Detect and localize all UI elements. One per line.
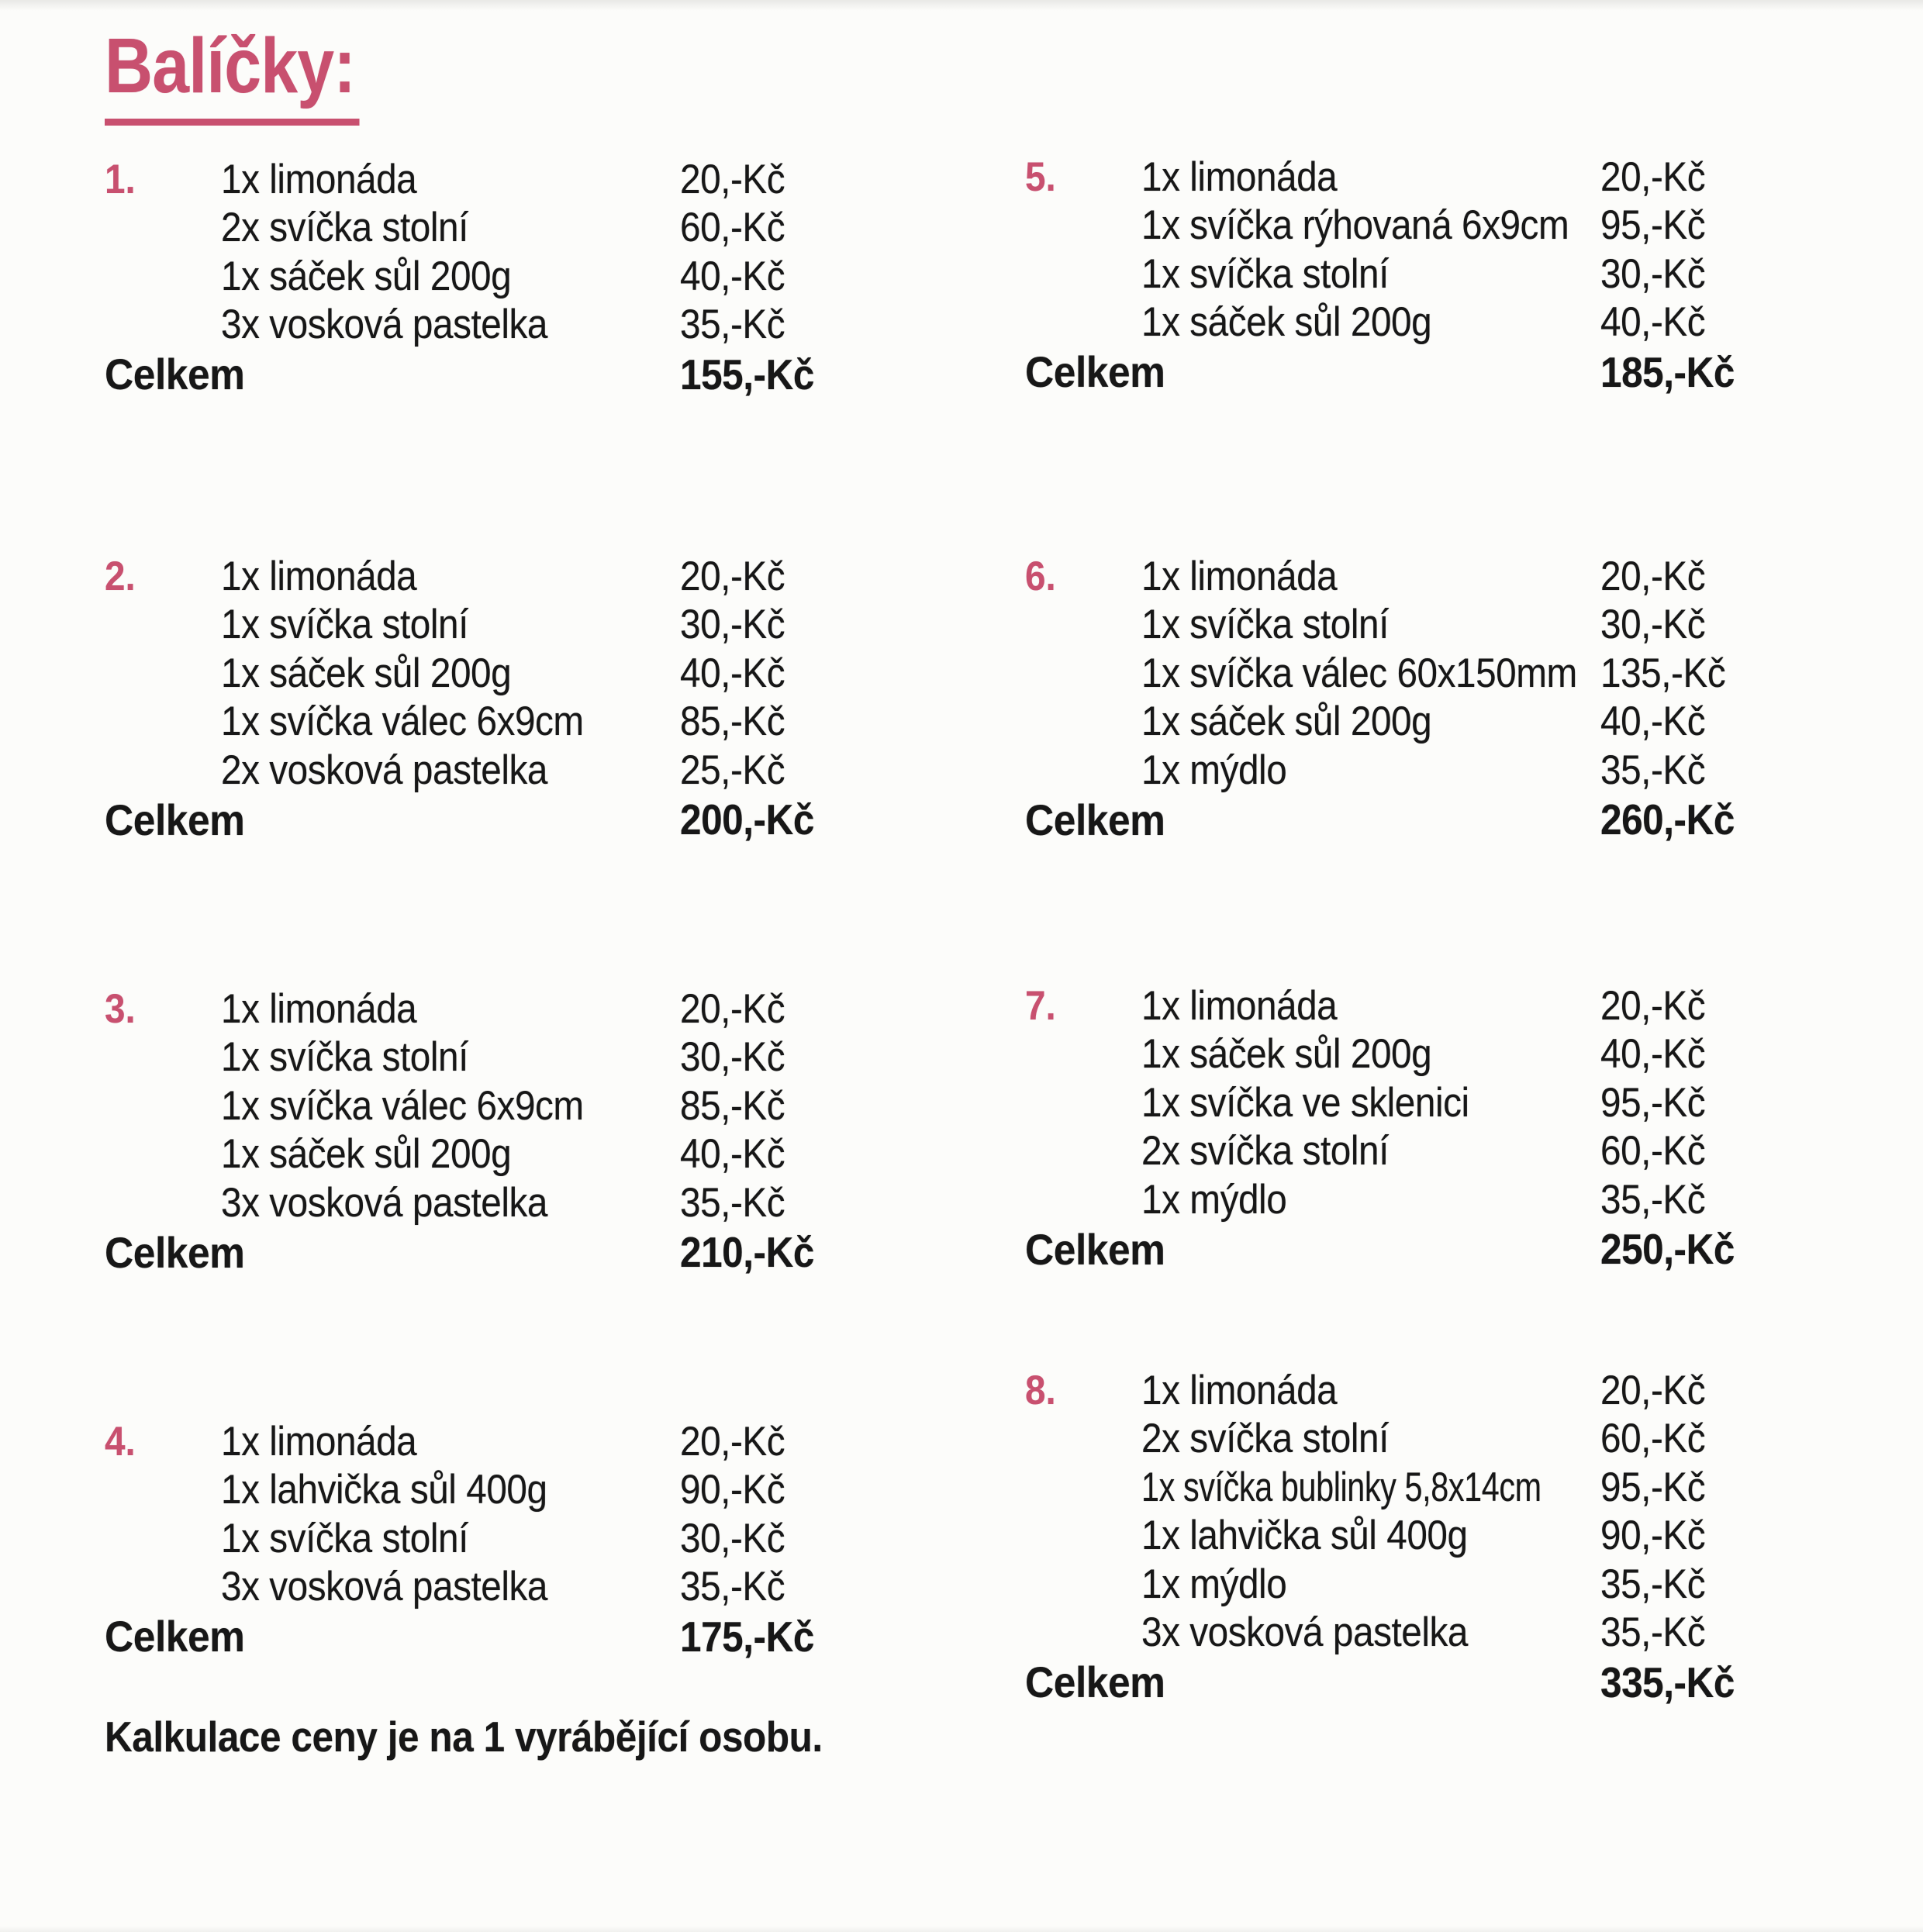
item-price: 90,-Kč [1600,1513,1706,1559]
package-item-row [105,1514,829,1563]
item-price: 30,-Kč [680,602,785,648]
total-label: Celkem [105,350,245,398]
item-label: 1x limonáda [221,1418,417,1465]
package-rows [1025,1366,1749,1706]
item-price: 35,-Kč [1600,1609,1706,1656]
item-label: 3x vosková pastelka [221,1564,547,1610]
item-price: 20,-Kč [680,156,785,202]
package-block [1025,1366,1749,1706]
package-item-row [105,601,829,650]
item-label: 1x lahvička sůl 400g [221,1467,547,1513]
package-total-row [105,349,829,398]
item-price: 85,-Kč [680,1082,785,1129]
package-rows [1025,982,1749,1272]
item-price: 30,-Kč [680,1034,785,1081]
item-price: 60,-Kč [1600,1128,1706,1175]
item-label: 1x svíčka válec 6x9cm [221,1082,584,1129]
item-price: 40,-Kč [1600,1031,1706,1078]
package-total-row [1025,347,1749,395]
scan-artifact-bottom-edge [0,1926,1923,1932]
package-number: 5. [1025,154,1056,200]
package-item-row [1025,746,1749,795]
package-item-row [105,1417,829,1466]
package-item-row [1025,1030,1749,1079]
item-label: 2x svíčka stolní [1141,1416,1389,1462]
price-note: Kalkulace ceny je na 1 vyrábějící osobu. [105,1713,823,1761]
item-label: 1x svíčka válec 6x9cm [221,699,584,745]
item-label: 2x vosková pastelka [221,747,547,793]
package-block [1025,982,1749,1272]
package-block [1025,153,1749,395]
package-item-row [1025,1415,1749,1464]
item-label: 2x svíčka stolní [221,205,468,251]
item-price: 20,-Kč [1600,1367,1706,1413]
package-number: 7. [1025,982,1056,1029]
package-total-row [1025,1224,1749,1273]
package-item-row [1025,1127,1749,1176]
item-price: 35,-Kč [1600,747,1706,793]
item-label: 3x vosková pastelka [221,1179,547,1226]
item-price: 20,-Kč [680,985,785,1032]
item-label: 1x lahvička sůl 400g [1141,1513,1468,1559]
item-price: 20,-Kč [680,553,785,599]
item-price: 40,-Kč [680,1131,785,1178]
package-item-row [1025,1175,1749,1224]
item-label: 1x sáček sůl 200g [1141,1031,1432,1078]
package-number: 8. [1025,1367,1056,1413]
package-item-row [1025,601,1749,650]
package-item-row [105,301,829,350]
item-price: 35,-Kč [680,302,785,348]
item-price: 35,-Kč [680,1179,785,1226]
item-label: 2x svíčka stolní [1141,1128,1389,1175]
package-item-row [105,204,829,253]
item-label: 1x svíčka stolní [221,1034,468,1081]
item-price: 30,-Kč [680,1515,785,1561]
scan-artifact-top-edge [0,0,1923,11]
item-label: 1x svíčka rýhovaná 6x9cm [1141,202,1569,249]
total-label: Celkem [1025,795,1165,844]
package-rows [105,552,829,843]
package-item-row [1025,153,1749,202]
package-item-row [105,1178,829,1227]
item-price: 60,-Kč [680,205,785,251]
package-item-row [105,155,829,204]
package-item-row [1025,1078,1749,1127]
item-price: 95,-Kč [1600,1464,1706,1510]
package-item-row [105,552,829,601]
item-price: 40,-Kč [680,253,785,299]
total-label: Celkem [105,1227,245,1277]
package-item-row [105,1130,829,1179]
item-price: 35,-Kč [1600,1176,1706,1223]
item-label: 1x mýdlo [1141,1561,1287,1607]
item-label: 1x svíčka ve sklenici [1141,1079,1469,1126]
package-rows [1025,552,1749,843]
item-price: 30,-Kč [1600,602,1706,648]
package-block [105,985,829,1275]
package-number: 2. [105,553,136,599]
package-block [105,155,829,398]
total-price: 185,-Kč [1600,347,1735,396]
item-price: 40,-Kč [1600,299,1706,346]
item-price: 60,-Kč [1600,1416,1706,1462]
item-price: 135,-Kč [1600,650,1726,696]
total-price: 200,-Kč [680,795,814,844]
item-price: 20,-Kč [1600,982,1706,1029]
package-number: 1. [105,156,136,202]
item-price: 35,-Kč [1600,1561,1706,1607]
item-label: 1x limonáda [221,156,417,202]
package-item-row [1025,1609,1749,1658]
item-label: 1x limonáda [1141,982,1338,1029]
item-label: 1x limonáda [1141,154,1338,200]
item-label: 1x svíčka válec 60x150mm [1141,650,1577,696]
item-label: 1x svíčka stolní [1141,602,1389,648]
item-label: 1x sáček sůl 200g [221,650,512,696]
total-price: 210,-Kč [680,1228,814,1276]
package-item-row [1025,698,1749,747]
item-label: 1x sáček sůl 200g [1141,699,1432,745]
package-rows [1025,153,1749,395]
item-price: 40,-Kč [680,650,785,696]
item-price: 95,-Kč [1600,202,1706,249]
item-price: 35,-Kč [680,1564,785,1610]
total-price: 335,-Kč [1600,1658,1735,1706]
item-label: 1x mýdlo [1141,747,1287,793]
item-label: 1x sáček sůl 200g [1141,299,1432,346]
item-price: 85,-Kč [680,699,785,745]
package-item-row [105,1033,829,1082]
item-label: 3x vosková pastelka [1141,1609,1468,1656]
item-label: 1x limonáda [1141,553,1338,599]
item-price: 40,-Kč [1600,699,1706,745]
package-item-row [105,985,829,1033]
package-item-row [1025,1366,1749,1415]
total-price: 175,-Kč [680,1612,814,1661]
item-label: 1x mýdlo [1141,1176,1287,1223]
item-label: 1x limonáda [221,553,417,599]
item-label: 1x svíčka stolní [1141,250,1389,297]
total-price: 250,-Kč [1600,1225,1735,1273]
total-price: 155,-Kč [680,350,814,398]
item-label: 3x vosková pastelka [221,302,547,348]
package-total-row [105,795,829,844]
package-item-row [105,252,829,301]
total-price: 260,-Kč [1600,795,1735,844]
package-total-row [1025,795,1749,844]
package-number: 6. [1025,553,1056,599]
package-item-row [1025,1512,1749,1561]
package-item-row [1025,250,1749,298]
item-price: 90,-Kč [680,1467,785,1513]
total-label: Celkem [1025,1658,1165,1706]
package-item-row [1025,649,1749,698]
package-item-row [105,1466,829,1515]
item-price: 20,-Kč [1600,553,1706,599]
item-price: 95,-Kč [1600,1079,1706,1126]
package-number: 3. [105,985,136,1032]
package-block [105,1417,829,1660]
package-block [105,552,829,843]
item-label: 1x sáček sůl 200g [221,1131,512,1178]
item-price: 25,-Kč [680,747,785,793]
package-total-row [105,1227,829,1276]
package-item-row [1025,552,1749,601]
item-label: 1x limonáda [1141,1367,1338,1413]
total-label: Celkem [1025,1224,1165,1274]
package-rows [105,1417,829,1660]
package-block [1025,552,1749,843]
page-title: Balíčky: [105,22,359,126]
item-label: 1x svíčka stolní [221,1515,468,1561]
package-number: 4. [105,1418,136,1465]
item-price: 30,-Kč [1600,250,1706,297]
item-price: 20,-Kč [1600,154,1706,200]
package-item-row [1025,1463,1749,1512]
package-item-row [105,649,829,698]
total-label: Celkem [1025,347,1165,396]
package-item-row [1025,298,1749,347]
package-item-row [105,1082,829,1130]
item-price: 20,-Kč [680,1418,785,1465]
package-item-row [105,746,829,795]
item-label: 1x svíčka stolní [221,602,468,648]
package-item-row [105,698,829,747]
total-label: Celkem [105,795,245,844]
package-item-row [105,1563,829,1612]
item-label: 1x limonáda [221,985,417,1032]
package-item-row [1025,1560,1749,1609]
package-item-row [1025,202,1749,250]
package-item-row [1025,982,1749,1030]
package-total-row [105,1611,829,1660]
package-rows [105,155,829,398]
package-rows [105,985,829,1275]
item-label: 1x svíčka bublinky 5,8x14cm [1141,1464,1542,1510]
package-total-row [1025,1657,1749,1706]
item-label: 1x sáček sůl 200g [221,253,512,299]
total-label: Celkem [105,1612,245,1661]
